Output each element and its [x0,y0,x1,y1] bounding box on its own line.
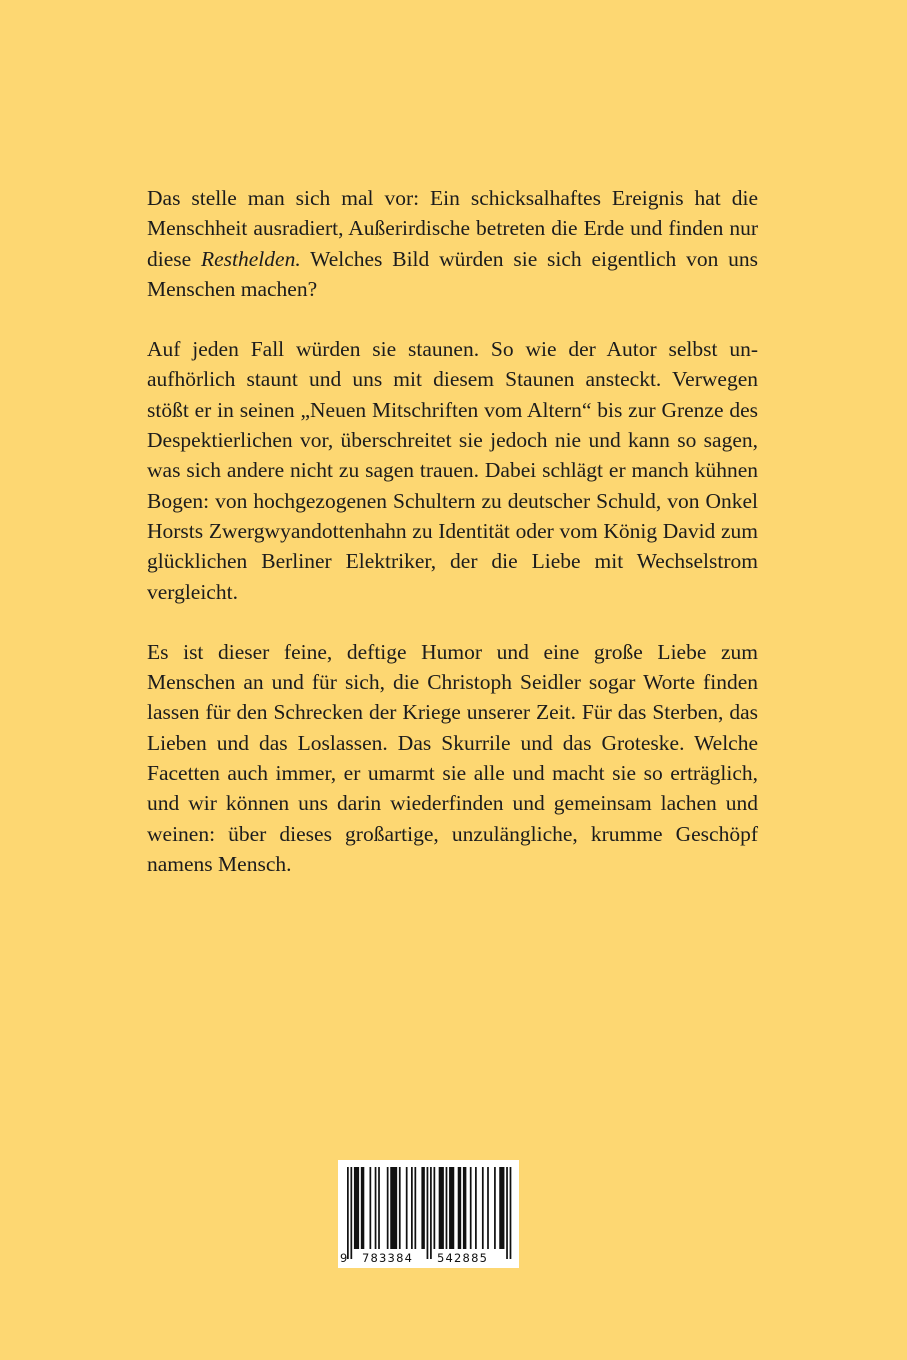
barcode-bar-6 [378,1167,380,1249]
barcode-bar-28 [506,1167,508,1259]
barcode-bar-11 [411,1167,413,1249]
barcode-bar-29 [510,1167,512,1259]
barcode-bar-16 [434,1167,436,1249]
barcode-bar-1 [350,1167,352,1259]
barcode-bar-18 [446,1167,448,1249]
barcode-bar-21 [463,1167,466,1249]
back-cover-blurb [147,183,758,909]
barcode-bar-0 [347,1167,349,1259]
barcode-bar-12 [414,1167,416,1249]
barcode-bar-7 [387,1167,389,1249]
barcode-bar-27 [499,1167,504,1249]
blurb-p1-start: Das stelle man sich mal vor: Ein schicksalhaftes Ereignis hat die Menschheit ausradiert, Außerirdische betreten die Erde und finden nur diese [147,186,758,271]
blurb-paragraph-3: Es ist dieser feine, deftige Humor und eine große Liebe zum Menschen an und für sich, die Christoph Seidler sogar Worte finden lassen für den Schrecken der Kriege unserer Zeit. Für das Sterben, das Lieben und das Loslassen. Das Skurrile und das Groteske. Welche Facetten auch immer, er umarmt sie alle und macht sie so erträglich, und wir können uns darin wiederfinden und gemeinsam lachen und weinen: über dieses großartige, unzulängliche, krumme Geschöpf namens Mensch. [147,639,758,876]
barcode-bar-2 [354,1167,359,1249]
barcode-bar-20 [458,1167,461,1249]
barcode-bar-15 [430,1167,432,1259]
barcode-bar-23 [475,1167,477,1249]
blurb-paragraph-1 [147,183,758,304]
barcode-bar-9 [399,1167,401,1249]
barcode-bar-19 [449,1167,454,1249]
barcode-bar-10 [406,1167,408,1249]
isbn-barcode [338,1160,519,1268]
barcode-bar-8 [390,1167,397,1249]
barcode-bar-3 [361,1167,364,1249]
barcode-bar-17 [439,1167,444,1249]
blurb-p1-end: Welches Bild würden sie sich eigentlich von uns Menschen machen? [147,246,758,301]
barcode-bar-22 [470,1167,472,1249]
barcode-bar-4 [369,1167,371,1249]
barcode-bar-14 [427,1167,429,1259]
barcode-right-digits: 542885 [437,1251,489,1265]
book-title: Resthelden. [201,246,301,271]
barcode-bar-25 [487,1167,489,1249]
barcode-left-digits: 783384 [362,1251,414,1265]
blurb-paragraph-2: Auf jeden Fall würden sie staunen. So wie der Autor selbst unaufhörlich staunt und uns mit diesem Staunen ansteckt. Verwegen stößt er in seinen „Neuen Mitschriften vom Altern“ bis zur Grenze des Despektierlichen vor, überschreitet sie jedoch nie und kann so sagen, was sich andere nicht zu sagen trauen. Dabei schlägt er manch kühnen Bogen: von hochgezogenen Schultern zu deutscher Schuld, von Onkel Horsts Zwergwyandottenhahn zu Identität oder vom König David zum glücklichen Berliner Elektriker, der die Liebe mit Wechselstrom vergleicht. [147,337,758,604]
barcode-bar-26 [494,1167,496,1249]
barcode-first-digit: 9 [340,1251,349,1265]
barcode-bar-24 [482,1167,484,1249]
barcode-bar-13 [421,1167,424,1249]
barcode-bar-5 [375,1167,377,1249]
